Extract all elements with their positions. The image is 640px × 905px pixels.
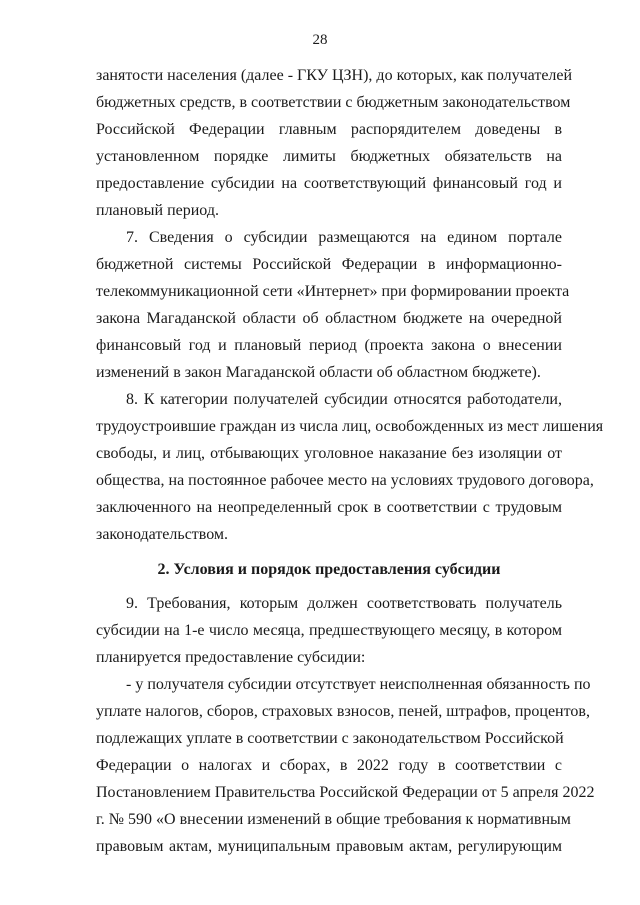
text-line: плановый период. xyxy=(96,202,219,219)
text-line: г. № 590 «О внесении изменений в общие требования к нормативным xyxy=(96,811,571,828)
page-number: 28 xyxy=(312,32,328,48)
text-line: общества, на постоянное рабочее место на условиях трудового договора, xyxy=(96,472,594,489)
text-line: Российской Федерации главным распорядителем доведены в xyxy=(96,121,562,138)
text-line: заключенного на неопределенный срок в соответствии с трудовым xyxy=(96,499,562,516)
text-line: занятости населения (далее - ГКУ ЦЗН), до которых, как получателей xyxy=(96,67,573,84)
text-line: 8. К категории получателей субсидии относятся работодатели, xyxy=(126,391,562,408)
text-line: Федерации о налогах и сборах, в 2022 году в соответствии с xyxy=(96,757,562,774)
text-line: Постановлением Правительства Российской Федерации от 5 апреля 2022 xyxy=(96,784,595,801)
text-line: подлежащих уплате в соответствии с законодательством Российской xyxy=(96,730,564,747)
text-line: бюджетных средств, в соответствии с бюджетным законодательством xyxy=(96,94,571,111)
text-line: предоставление субсидии на соответствующий финансовый год и xyxy=(96,175,562,192)
text-line: уплате налогов, сборов, страховых взносов, пеней, штрафов, процентов, xyxy=(96,703,590,720)
text-line: трудоустроившие граждан из числа лиц, освобожденных из мест лишения xyxy=(96,418,604,435)
text-line: изменений в закон Магаданской области об областном бюджете). xyxy=(96,364,541,381)
text-line: правовым актам, муниципальным правовым актам, регулирующим xyxy=(96,838,562,855)
section-heading: 2. Условия и порядок предоставления субсидии xyxy=(157,561,501,578)
text-line: 9. Требования, которым должен соответствовать получатель xyxy=(126,595,562,612)
text-line: законодательством. xyxy=(96,526,229,543)
text-line: - у получателя субсидии отсутствует неисполненная обязанность по xyxy=(126,676,591,693)
text-line: свободы, и лиц, отбывающих уголовное наказание без изоляции от xyxy=(96,445,562,462)
text-line: субсидии на 1-е число месяца, предшествующего месяцу, в котором xyxy=(96,622,562,639)
text-line: 7. Сведения о субсидии размещаются на едином портале xyxy=(126,229,562,246)
text-line: бюджетной системы Российской Федерации в информационно- xyxy=(96,256,562,273)
text-line: закона Магаданской области об областном бюджете на очередной xyxy=(96,310,562,327)
text-line: телекоммуникационной сети «Интернет» при формировании проекта xyxy=(96,283,570,300)
text-line: финансовый год и плановый период (проекта закона о внесении xyxy=(96,337,562,354)
text-line: планируется предоставление субсидии: xyxy=(96,649,366,666)
text-line: установленном порядке лимиты бюджетных обязательств на xyxy=(96,148,562,165)
